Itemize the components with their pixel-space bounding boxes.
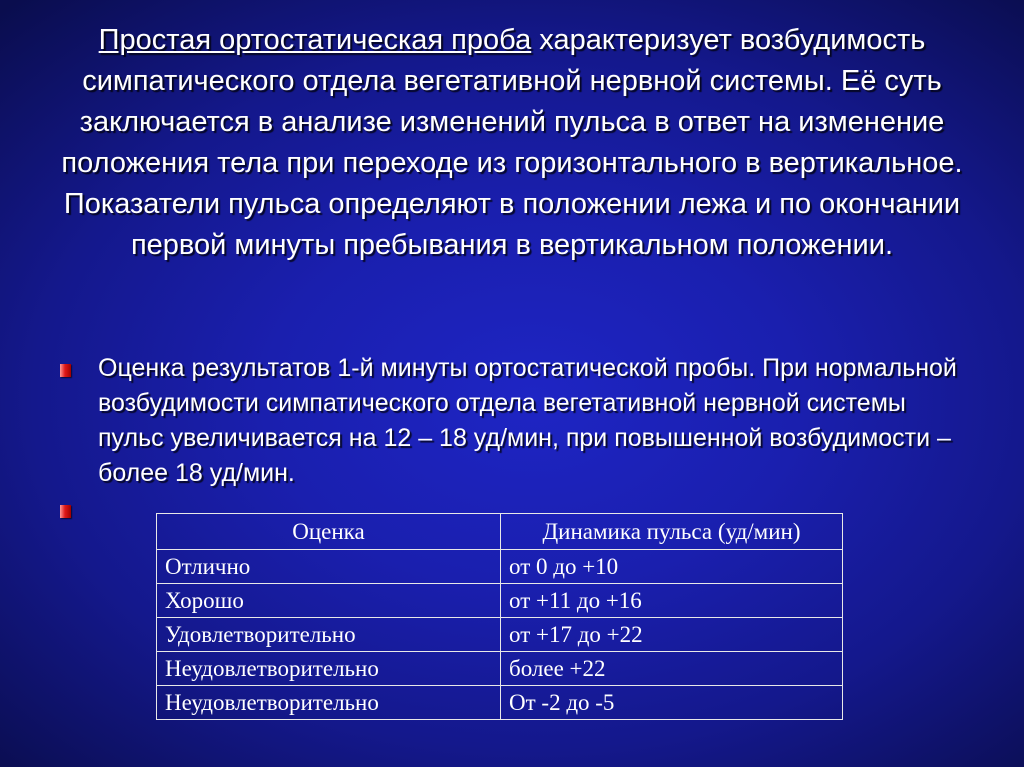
bullet-icon (60, 364, 71, 377)
bullet-point-text: Оценка результатов 1-й минуты ортостатической пробы. При нормальной возбудимости симпатического отдела вегетативной нервной системы пульс увеличивается на 12 – 18 уд/мин, при повышенной возбудимости – более 18 уд/мин. (98, 354, 957, 487)
table-header-row (157, 514, 843, 550)
cell-pulse: от +17 до +22 (501, 618, 843, 652)
cell-pulse: от +11 до +16 (501, 584, 843, 618)
intro-paragraph (56, 20, 968, 266)
grades-table (156, 513, 843, 720)
table-row (157, 686, 843, 720)
table-row (157, 652, 843, 686)
bullet-icon (60, 505, 71, 518)
cell-grade: Отлично (157, 550, 501, 584)
cell-grade: Хорошо (157, 584, 501, 618)
cell-grade: Неудовлетворительно (157, 652, 501, 686)
cell-grade: Неудовлетворительно (157, 686, 501, 720)
intro-underlined-term: Простая ортостатическая проба (98, 24, 532, 56)
header-grade: Оценка (157, 514, 501, 550)
intro-text: характеризует возбудимость симпатического отдела вегетативной нервной системы. Её суть заключается в анализе изменений пульса в ответ на изменение положения тела при переходе из горизонтального в вертикальное. Показатели пульса определяют в положении лежа и по окончании первой минуты пребывания в вертикальном положении. (61, 24, 963, 261)
cell-grade: Удовлетворительно (157, 618, 501, 652)
header-pulse: Динамика пульса (уд/мин) (501, 514, 843, 550)
table-row (157, 618, 843, 652)
cell-pulse: от 0 до +10 (501, 550, 843, 584)
cell-pulse: От -2 до -5 (501, 686, 843, 720)
cell-pulse: более +22 (501, 652, 843, 686)
table-row (157, 550, 843, 584)
table-row (157, 584, 843, 618)
